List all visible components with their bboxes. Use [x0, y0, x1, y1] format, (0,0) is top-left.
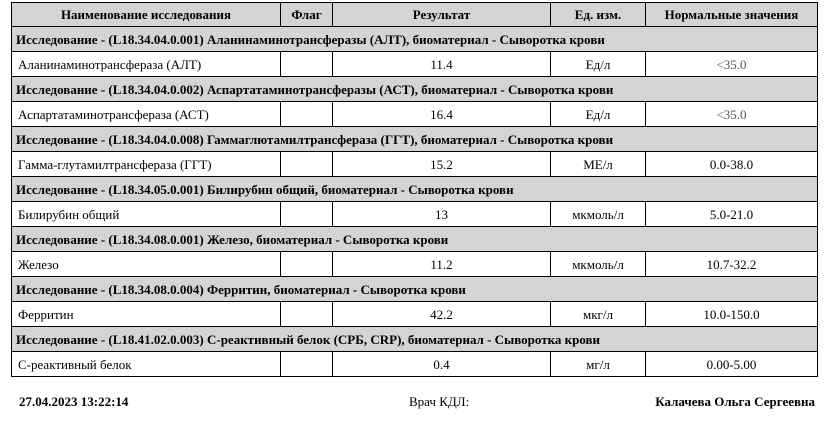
test-unit: мкмоль/л — [551, 202, 646, 227]
table-row — [12, 352, 818, 377]
section-row — [12, 27, 818, 52]
test-flag — [281, 352, 333, 377]
test-flag — [281, 52, 333, 77]
test-result: 15.2 — [333, 152, 551, 177]
section-title: Исследование - (L18.34.04.0.002) Аспартатаминотрансферазы (АСТ), биоматериал - Сыворотка крови — [12, 77, 818, 102]
header-flag: Флаг — [281, 3, 333, 27]
section-row — [12, 227, 818, 252]
section-title: Исследование - (L18.34.08.0.001) Железо, биоматериал - Сыворотка крови — [12, 227, 818, 252]
report-footer — [19, 394, 815, 412]
test-result: 42.2 — [333, 302, 551, 327]
section-row — [12, 77, 818, 102]
test-unit: Ед/л — [551, 52, 646, 77]
section-title: Исследование - (L18.41.02.0.003) С-реактивный белок (СРБ, CRP), биоматериал - Сыворотка крови — [12, 327, 818, 352]
test-norm: <35.0 — [646, 102, 818, 127]
test-name: Ферритин — [12, 302, 281, 327]
test-norm: 0.00-5.00 — [646, 352, 818, 377]
test-result: 0.4 — [333, 352, 551, 377]
results-table — [11, 2, 818, 377]
section-row — [12, 127, 818, 152]
test-result: 13 — [333, 202, 551, 227]
header-row — [12, 3, 818, 27]
header-norm: Нормальные значения — [646, 3, 818, 27]
test-result: 11.4 — [333, 52, 551, 77]
section-title: Исследование - (L18.34.08.0.004) Ферритин, биоматериал - Сыворотка крови — [12, 277, 818, 302]
test-unit: МЕ/л — [551, 152, 646, 177]
section-title: Исследование - (L18.34.04.0.001) Аланинаминотрансферазы (АЛТ), биоматериал - Сыворотка крови — [12, 27, 818, 52]
report-datetime: 27.04.2023 13:22:14 — [19, 394, 129, 409]
test-norm: 10.0-150.0 — [646, 302, 818, 327]
test-name: Билирубин общий — [12, 202, 281, 227]
test-unit: мкмоль/л — [551, 252, 646, 277]
test-result: 16.4 — [333, 102, 551, 127]
test-flag — [281, 102, 333, 127]
doctor-label: Врач КДЛ: — [409, 394, 470, 409]
test-name: С-реактивный белок — [12, 352, 281, 377]
test-unit: мкг/л — [551, 302, 646, 327]
test-norm: 10.7-32.2 — [646, 252, 818, 277]
test-name: Гамма-глутамилтрансфераза (ГГТ) — [12, 152, 281, 177]
test-norm: 5.0-21.0 — [646, 202, 818, 227]
test-name: Аланинаминотрансфераза (АЛТ) — [12, 52, 281, 77]
test-norm: 0.0-38.0 — [646, 152, 818, 177]
test-unit: мг/л — [551, 352, 646, 377]
table-row — [12, 302, 818, 327]
test-name: Железо — [12, 252, 281, 277]
test-flag — [281, 152, 333, 177]
test-flag — [281, 202, 333, 227]
test-norm: <35.0 — [646, 52, 818, 77]
test-unit: Ед/л — [551, 102, 646, 127]
section-row — [12, 327, 818, 352]
table-row — [12, 52, 818, 77]
test-flag — [281, 252, 333, 277]
section-title: Исследование - (L18.34.04.0.008) Гаммаглютамилтрансфераза (ГГТ), биоматериал - Сыворотка крови — [12, 127, 818, 152]
header-name: Наименование исследования — [12, 3, 281, 27]
table-row — [12, 152, 818, 177]
table-row — [12, 202, 818, 227]
section-title: Исследование - (L18.34.05.0.001) Билирубин общий, биоматериал - Сыворотка крови — [12, 177, 818, 202]
test-name: Аспартатаминотрансфераза (АСТ) — [12, 102, 281, 127]
header-unit: Ед. изм. — [551, 3, 646, 27]
section-row — [12, 277, 818, 302]
test-result: 11.2 — [333, 252, 551, 277]
test-flag — [281, 302, 333, 327]
section-row — [12, 177, 818, 202]
table-row — [12, 102, 818, 127]
header-result: Результат — [333, 3, 551, 27]
doctor-name: Калачева Ольга Сергеевна — [655, 394, 815, 409]
table-row — [12, 252, 818, 277]
